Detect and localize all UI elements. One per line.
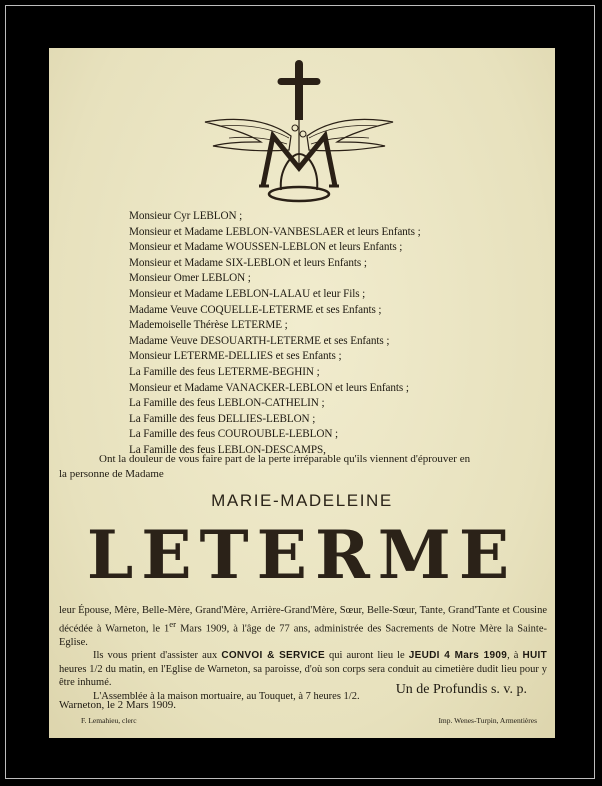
service-hour: HUIT: [522, 650, 547, 662]
family-entry: Monsieur et Madame WOUSSEN-LEBLON et leurs Enfants ;: [129, 241, 403, 254]
relationship-paragraph: leur Épouse, Mère, Belle-Mère, Grand'Mère, Arrière-Grand'Mère, Sœur, Belle-Sœur, Tante, Grand'Tante et Cousine décédée à Warneton, le 1er Mars 1909, à l'âge de 77 ans, administrée des Sacrements de Notre Mère la Sainte-Eglise.: [59, 605, 548, 648]
family-list: [129, 209, 539, 459]
clerk-credit: F. Lemahieu, clerc: [81, 716, 137, 725]
family-entry: Monsieur Cyr LEBLON ;: [129, 210, 243, 222]
place-date: Warneton, le 2 Mars 1909.: [59, 699, 177, 711]
intro-line-2: la personne de Madame: [59, 468, 164, 480]
family-entry: Madame Veuve COQUELLE-LETERME et ses Enfants ;: [129, 303, 382, 316]
profundis-line: Un de Profundis s. v. p.: [395, 682, 527, 697]
deceased-first-names: MARIE-MADELEINE: [211, 491, 393, 510]
cross-monogram-wings-icon: [199, 58, 399, 206]
family-entry: Mademoiselle Thérèse LETERME ;: [129, 319, 288, 332]
family-entry: Monsieur Omer LEBLON ;: [129, 272, 251, 285]
family-entry: La Famille des feus COUROUBLE-LEBLON ;: [129, 428, 339, 441]
announcement-intro: [59, 452, 543, 482]
family-entry: Madame Veuve DESOUARTH-LETERME et ses Enfants ;: [129, 334, 390, 347]
intro-line-1: Ont la douleur de vous faire part de la perte irréparable qu'ils viennent d'éprouver en: [99, 453, 471, 465]
assembly-paragraph: L'Assemblée à la maison mortuaire, au Touquet, à 7 heures 1/2.: [93, 691, 360, 703]
deceased-surname: LETERME: [86, 516, 518, 594]
mourning-notice: [49, 48, 555, 738]
family-entry: La Famille des feus DELLIES-LEBLON ;: [129, 412, 316, 425]
service-date: JEUDI 4 Mars 1909: [408, 650, 508, 662]
service-paragraph: Ils vous prient d'assister aux CONVOI & SERVICE qui auront lieu le JEUDI 4 Mars 1909, à HUIT heures 1/2 du matin, en l'Eglise de Warneton, sa paroisse, d'où son corps sera conduit au cimetière dudit lieu pour y être inhumé.: [59, 650, 547, 689]
service-label: CONVOI & SERVICE: [221, 650, 325, 662]
family-entry: Monsieur et Madame SIX-LEBLON et leurs Enfants ;: [129, 256, 367, 269]
family-entry: Monsieur LETERME-DELLIES et ses Enfants ;: [129, 350, 342, 363]
family-entry: Monsieur et Madame LEBLON-LALAU et leur Fils ;: [129, 287, 366, 300]
family-entry: La Famille des feus LEBLON-CATHELIN ;: [129, 397, 325, 410]
family-entry: Monsieur et Madame VANACKER-LEBLON et leurs Enfants ;: [129, 381, 409, 394]
family-entry: La Famille des feus LEBLON-DESCAMPS,: [129, 443, 326, 456]
family-entry: Monsieur et Madame LEBLON-VANBESLAER et leurs Enfants ;: [129, 225, 421, 238]
family-entry: La Famille des feus LETERME-BEGHIN ;: [129, 365, 320, 378]
printer-credit: Imp. Wenes-Turpin, Armentières: [438, 716, 537, 725]
